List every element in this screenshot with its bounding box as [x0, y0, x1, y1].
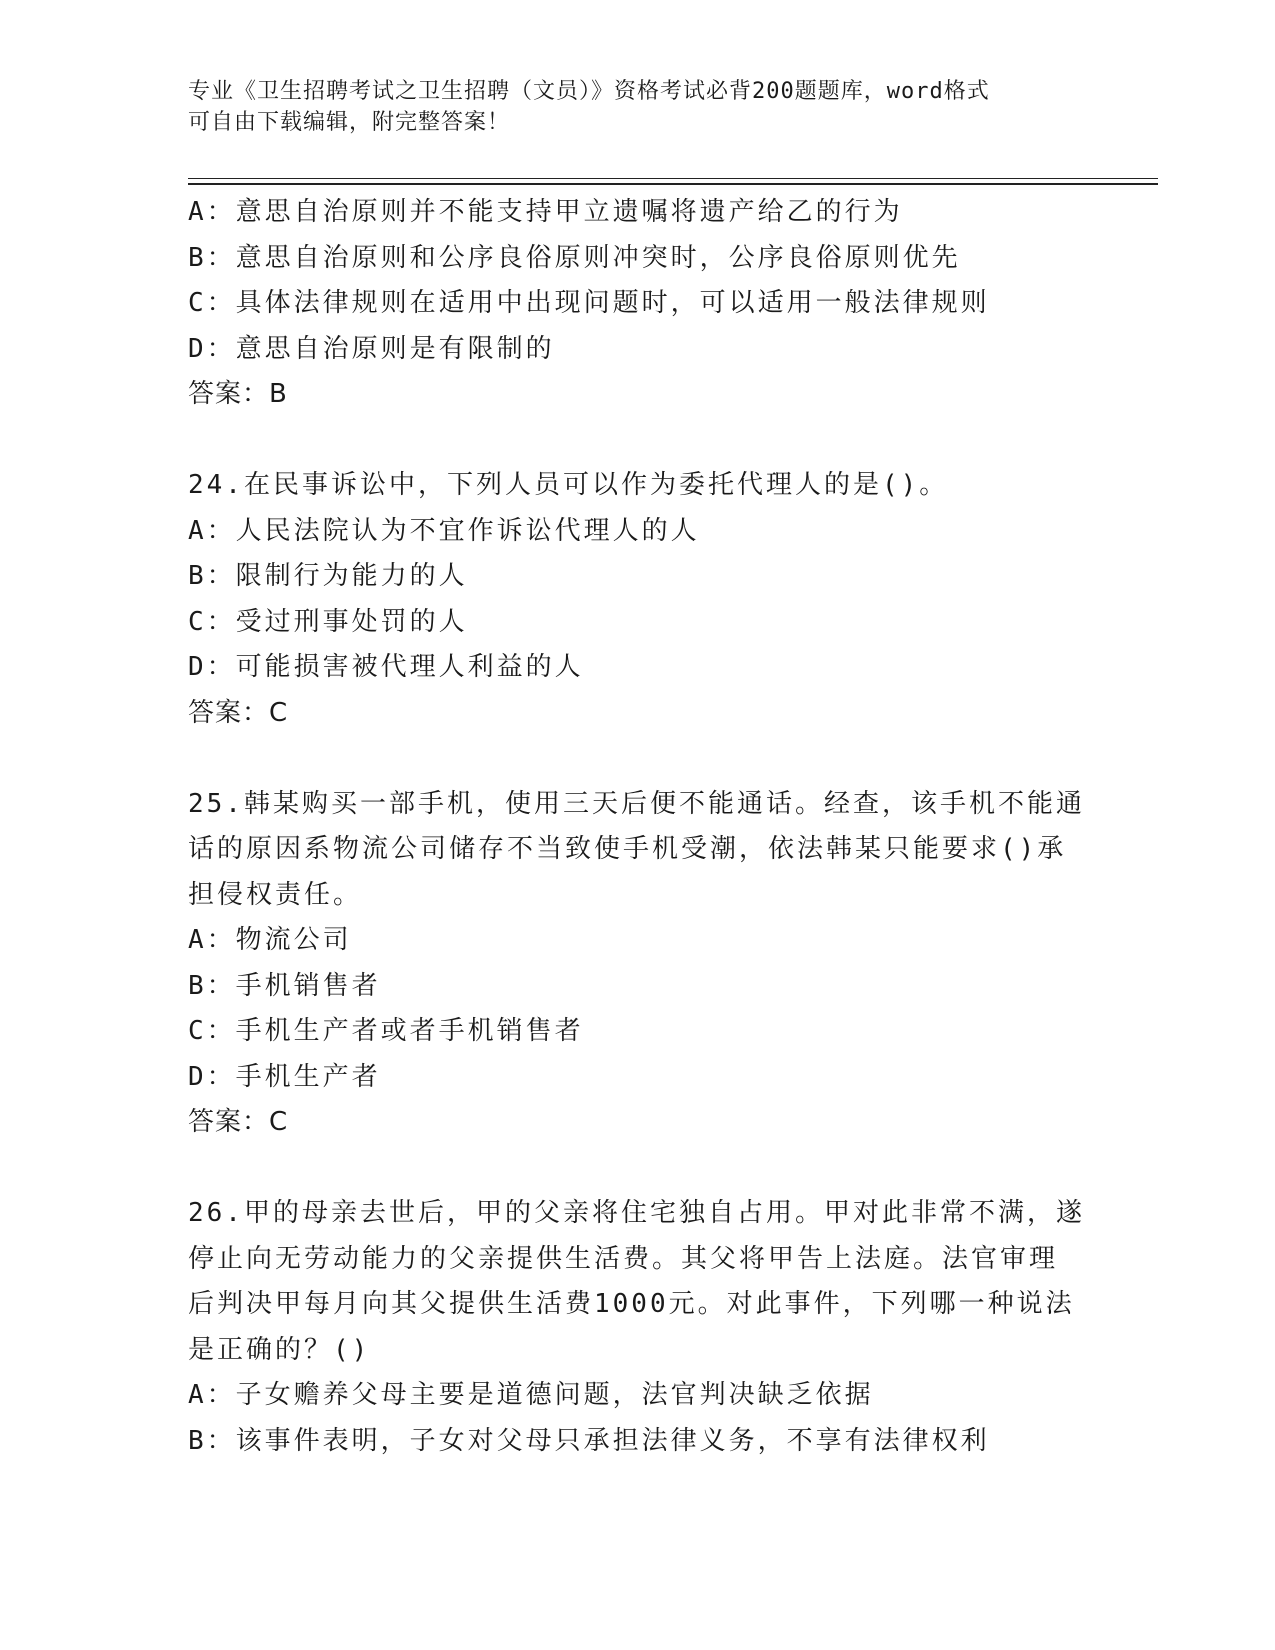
question-stem-line: 是正确的？()	[188, 1334, 371, 1365]
spacer	[188, 736, 1088, 782]
question-stem-line: 停止向无劳动能力的父亲提供生活费。其父将甲告上法庭。法官审理	[188, 1243, 1059, 1274]
header-divider-thick	[188, 183, 1158, 185]
option-c: C：受过刑事处罚的人	[188, 606, 468, 637]
spacer	[188, 418, 1088, 464]
answer: 答案：C	[188, 1107, 289, 1137]
option-a: A：子女赡养父母主要是道德问题，法官判决缺乏依据	[188, 1380, 874, 1410]
header-title-line-2: 可自由下载编辑，附完整答案！	[188, 110, 511, 135]
question-stem-line: 担侵权责任。	[188, 879, 363, 910]
answer: 答案：C	[188, 697, 289, 728]
option-d: D：手机生产者	[188, 1061, 381, 1092]
option-a: A：物流公司	[188, 925, 352, 955]
header-title-line-1: 专业《卫生招聘考试之卫生招聘（文员）》资格考试必背200题题库，word格式	[188, 79, 990, 104]
option-a: A：人民法院认为不宜作诉讼代理人的人	[188, 515, 700, 546]
question-25	[188, 782, 1088, 1146]
option-c: C：手机生产者或者手机销售者	[188, 1016, 584, 1046]
option-a: A：意思自治原则并不能支持甲立遗嘱将遗产给乙的行为	[188, 197, 903, 227]
question-stem: 24.在民事诉讼中，下列人员可以作为委托代理人的是()。	[188, 470, 949, 500]
option-d: D：可能损害被代理人利益的人	[188, 652, 584, 682]
question-stem-line: 26.甲的母亲去世后，甲的父亲将住宅独自占用。甲对此非常不满，遂	[188, 1198, 1085, 1228]
option-d: D：意思自治原则是有限制的	[188, 333, 555, 364]
question-stem-line: 话的原因系物流公司储存不当致使手机受潮，依法韩某只能要求()承	[188, 834, 1067, 864]
spacer	[188, 1146, 1088, 1192]
option-b: B：意思自治原则和公序良俗原则冲突时，公序良俗原则优先	[188, 242, 961, 273]
question-stem-line: 25.韩某购买一部手机，使用三天后便不能通话。经查，该手机不能通	[188, 788, 1085, 819]
answer: 答案：B	[188, 379, 288, 409]
option-c: C：具体法律规则在适用中出现问题时，可以适用一般法律规则	[188, 288, 990, 318]
document-header	[188, 76, 1068, 138]
question-stem-line: 后判决甲每月向其父提供生活费1000元。对此事件，下列哪一种说法	[188, 1289, 1075, 1319]
question-list	[188, 190, 1088, 1464]
option-b: B：手机销售者	[188, 970, 381, 1001]
question-23	[188, 190, 1088, 418]
option-b: B：限制行为能力的人	[188, 561, 468, 591]
question-26	[188, 1191, 1088, 1464]
question-24	[188, 463, 1088, 736]
option-b: B：该事件表明，子女对父母只承担法律义务，不享有法律权利	[188, 1425, 990, 1456]
header-divider-thin	[188, 178, 1158, 179]
